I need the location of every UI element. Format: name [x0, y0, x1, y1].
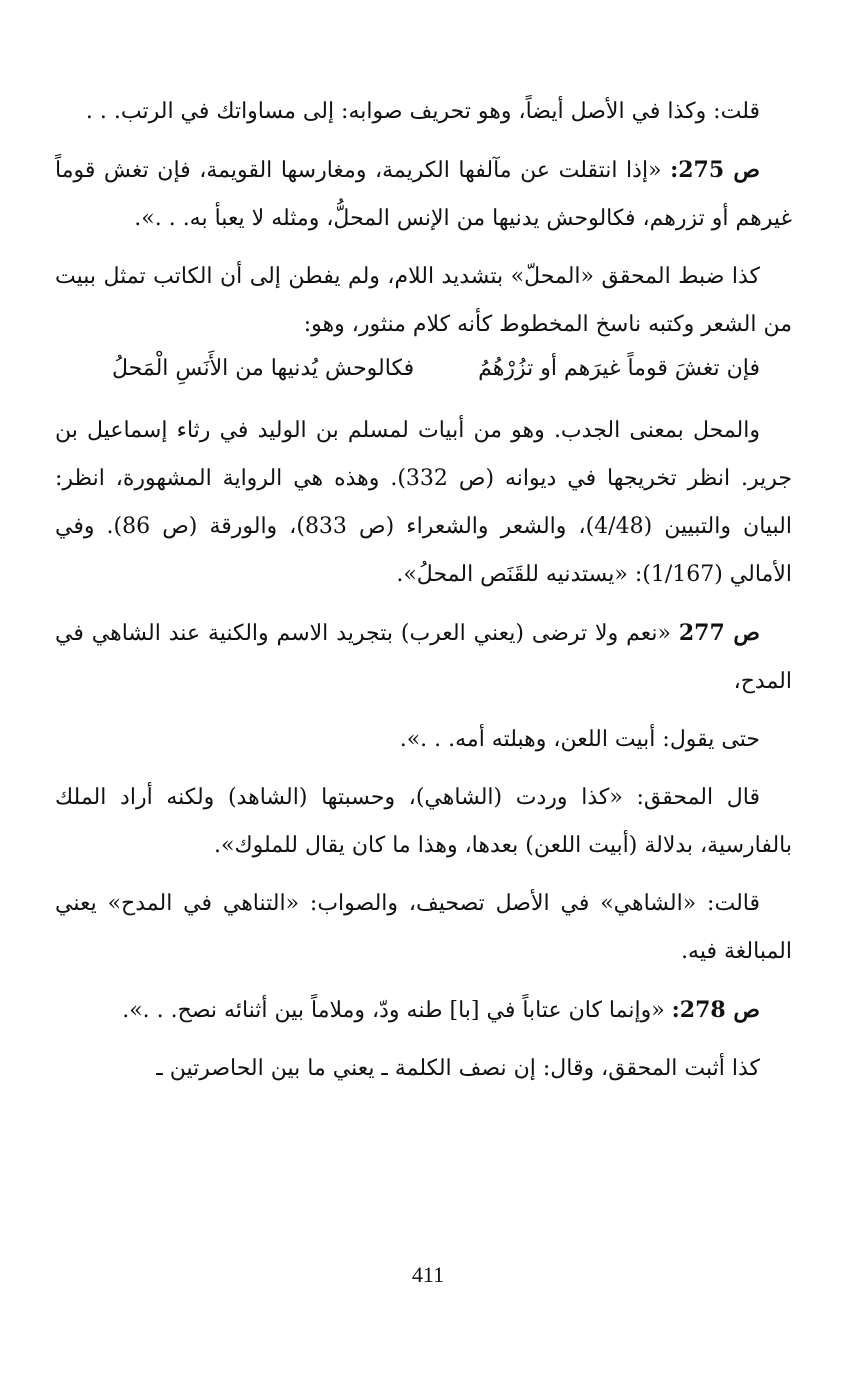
page-number: 411 [411, 1262, 445, 1287]
paragraph-5 [55, 609, 792, 706]
paragraph-1-text: قلت: وكذا في الأصل أيضاً، وهو تحريف صوابه: إلى مساواتك في الرتب. . . [85, 99, 760, 124]
paragraph-2-text: «إذا انتقلت عن مآلفها الكريمة، ومغارسها القويمة، فإن تغش قوماً غيرهم أو تزرهم، فكالوحش يدنيها من الإنس المحلُّ، ومثله لا يعبأ به. . .». [55, 158, 792, 231]
poetry-verse [55, 345, 792, 393]
paragraph-9 [55, 986, 792, 1035]
paragraph-10 [55, 1045, 792, 1093]
paragraph-3-text: كذا ضبط المحقق «المحلّ» بتشديد اللام، ولم يفطن إلى أن الكاتب تمثل ببيت من الشعر وكتبه ناسخ المخطوط كأنه كلام منثور، وهو: [55, 264, 792, 337]
verse-first-hemistich: فإن تغشَ قوماً غيرَهم أو تزُرْهُمُ [478, 356, 760, 381]
paragraph-6 [55, 716, 792, 764]
paragraph-10-text: كذا أثبت المحقق، وقال: إن نصف الكلمة ـ يعني ما بين الحاصرتين ـ [156, 1056, 760, 1081]
paragraph-8 [55, 880, 792, 976]
paragraph-9-text: «وإنما كان عتاباً في [با] طنه ودّ، وملاماً بين أثنائه نصح. . .». [122, 998, 672, 1023]
page-reference-278: ص 278: [671, 997, 760, 1023]
paragraph-8-text: قالت: «الشاهي» في الأصل تصحيف، والصواب: «التناهي في المدح» يعني المبالغة فيه. [55, 891, 792, 964]
paragraph-7-text: قال المحقق: «كذا وردت (الشاهي)، وحسبتها (الشاهد) ولكنه أراد الملك بالفارسية، بدلالة (أبيت اللعن) بعدها، وهذا ما كان يقال للملوك». [55, 785, 792, 858]
paragraph-2 [55, 146, 792, 243]
paragraph-1 [55, 88, 792, 136]
page-reference-275: ص 275: [670, 157, 760, 183]
paragraph-4 [55, 407, 792, 599]
paragraph-3 [55, 253, 792, 349]
paragraph-7 [55, 774, 792, 870]
verse-second-hemistich: فكالوحش يُدنيها من الأَنَسِ الْمَحلُ [112, 356, 415, 381]
paragraph-6-text: حتى يقول: أبيت اللعن، وهبلته أمه. . .». [399, 727, 760, 752]
paragraph-5-text: «نعم ولا ترضى (يعني العرب) بتجريد الاسم والكنية عند الشاهي في المدح، [55, 621, 792, 694]
paragraph-4-text: والمحل بمعنى الجدب. وهو من أبيات لمسلم بن الوليد في رثاء إسماعيل بن جرير. انظر تخريجها في ديوانه (ص 332). وهذه هي الرواية المشهورة، انظر: البيان والتبيين (4/48)، والشعر والشعراء (ص 833)، والورقة (ص 86). وفي الأمالي (1/167): «يستدنيه للقَنَص المحلُ». [55, 418, 793, 587]
page-reference-277: ص 277 [678, 620, 760, 646]
page-body [55, 88, 792, 1103]
